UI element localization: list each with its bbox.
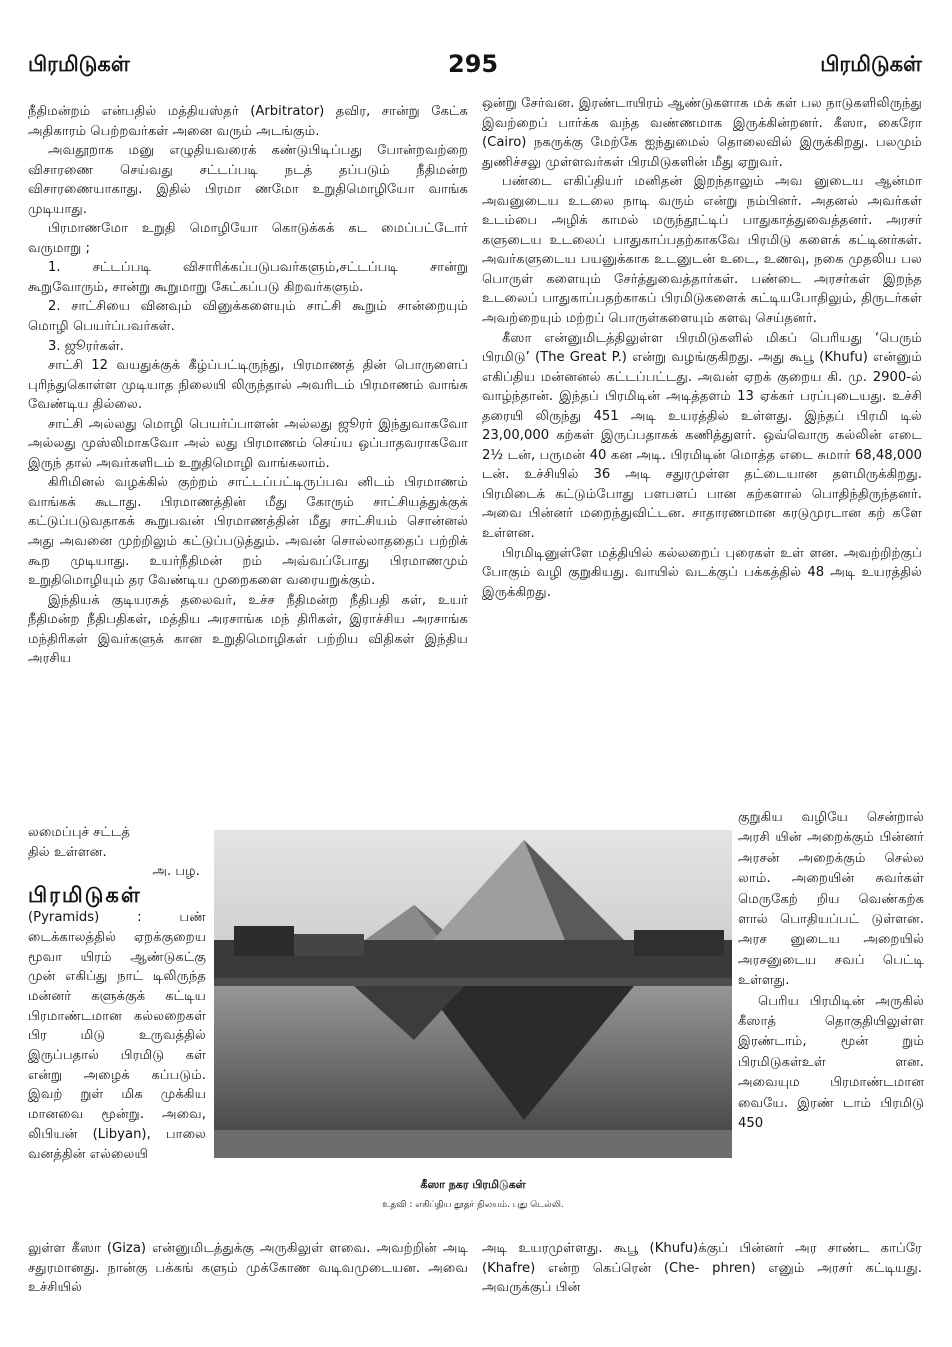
- continuation-line: தில் உள்ளன.: [28, 844, 107, 860]
- bottom-left-text: லுள்ள கீஸா (Giza) என்னுமிடத்துக்கு அருகிலுள் ளவை. அவற்றின் அடி சதுரமானது. நான்கு பக்கங் களும் முக்கோண வடிவமுடையன. அவை உச்சியில்: [28, 1241, 468, 1296]
- paragraph: சாட்சி 12 வயதுக்குக் கீழ்ப்பட்டிருந்து, பிரமாணத் தின் பொருளைப் புரிந்துகொள்ள முடியாத நிலையி லிருந்தால் அவரிடம் பிரமாணம் வாங்க வேண்டிய தில்லை.: [28, 358, 468, 413]
- paragraph: சாட்சி அல்லது மொழி பெயர்ப்பாளன் அல்லது ஜூரர் இந்துவாகவோ அல்லது முஸ்லிமாகவோ அல் லது பிரமாணம் செய்ய ஒப்பாதவராகவோ இருந் தால் அவர்களிடம் உறுதிமொழி வாங்கலாம்.: [28, 416, 468, 471]
- paragraph: பிரமாணமோ உறுதி மொழியோ கொடுக்கக் கட மைப்பட்டோர் வருமாறு ;: [28, 221, 468, 256]
- paragraph: பெரிய பிரமிடின் அருகில் கீஸாத் தொகுதியிலுள்ள இரண்டாம், மூன் றும் பிரமிடுகள்உள் ளன. அவையும பிரமாண்டமான வையே. இரண் டாம் பிரமிடு 450: [738, 993, 924, 1132]
- right-column: [482, 94, 922, 602]
- paragraph: 1. சட்டப்படி விசாரிக்கப்படுபவர்களும்,சட்டப்படி சான்று கூறுவோரும், சான்று கூறுமாறு கேட்கப்படு கிறவர்களும்.: [28, 260, 468, 295]
- paragraph: பண்டை எகிப்தியர் மனிதன் இறந்தாலும் அவ னுடைய ஆன்மா அவனுடைய உடலை நாடி வரும் என்று நம்பினர். அதனல் அவர்கள் உடம்பை அழிக் காமல் மருந்தூட்டிப் பாதுகாத்துவைத்தனர். அரசர் களுடைய உடலைப் பாதுகாப்பதற்காகவே பிரமிடு களைக் கட்டினர்கள். அவர்களுடைய பயனுக்காக உடனுடன் உடை, உணவு, நகை முதலிய பல பொருள் களையும் சேர்த்துவைத்தார்கள். பண்டை அரசர்கள் இறந்த உடலைப் பாதுகாப்பதற்காகப் பிரமிடுகளைக் கட்டியபோதிலும், திருடர்கள் அவற்றையும் மற்றப் பொருள்களையும் களவு செய்தனர்.: [482, 174, 922, 327]
- paragraph: 2. சாட்சியை வினவும் வினுக்களையும் சாட்சி கூறும் சான்றையும் மொழி பெயர்ப்பவர்கள்.: [28, 299, 468, 335]
- paragraph: இந்தியக் குடியரசுத் தலைவர், உச்ச நீதிமன்ற நீதிபதி கள், உயர் நீதிமன்ற நீதிபதிகள், மத்திய அரசாங்க மந் திரிகள், இராச்சிய அரசாங்க மந்திரிகள் இவர்களுக் கான உறுதிமொழிகள் பற்றிய விதிகள் இந்திய அரசிய: [28, 592, 468, 667]
- running-header-left: பிரமிடுகள்: [28, 52, 130, 76]
- section-title: பிரமிடுகள்: [28, 883, 142, 908]
- left-column: [28, 102, 468, 669]
- bottom-right-text: அடி உயரமுள்ளது. கூபூ (Khufu)க்குப் பின்னர் அர சாண்ட காப்ரே (Khafre) என்ற கெப்ரென் (Che- phren) எனும் அரசர் கட்டியது. அவருக்குப் பின்: [482, 1241, 922, 1296]
- pyramids-photo: [214, 830, 732, 1158]
- section-intro: (Pyramids) : பண் டைக்காலத்தில் ஏறக்குறைய மூவா யிரம் ஆண்டுகட்கு முன் எகிப்து நாட் டிலிருந்த மன்னர் களுக்குக் கட்டிய பிரமாண்டமான கல்லறைகள் பிர மிடு உருவத்தில் இருப்பதால் பிரமிடு கள் என்று அழைக் கப்படும். இவற் றுள் மிக முக்கிய மானவை மூன்று. அவை, லிபியன் (Libyan), பாலை வனத்தின் எல்லையி: [28, 910, 206, 1162]
- page-number: 295: [448, 50, 499, 78]
- paragraph: கீஸா என்னுமிடத்திலுள்ள பிரமிடுகளில் மிகப் பெரியது ‘பெரும் பிரமிடு’ (The Great P.) என்று வழங்குகிறது. அது கூபூ (Khufu) என்னும் எகிப்திய மன்னனல் கட்டப்பட்டது. அவன் ஏறக் குறைய கி. மு. 2900-ல் வாழ்ந்தான். இந்தப் பிரமிடின் அடித்தளம் 13 ஏக்கர் பரப்புடையது. உச்சி தரையி லிருந்து 451 அடி உயரத்தில் உள்ளது. இந்தப் பிரமி டில் 23,00,000 கற்கள் இருப்பதாகக் கணித்துளர். ஒவ்வொரு கல்லின் எடை 2½ டன், பருமன் 40 கன அடி. பிரமிடின் மொத்த எடை சுமார் 68,48,000 டன். உச்சியில் 36 அடி சதுரமுள்ள தட்டையான தளமிருக்கிறது. பிரமிடைக் கட்டும்போது பளபளப் பான கற்களால் பொதிந்திருந்தனர். அவை பின்னர் மறைந்துவிட்டன. சாதாரணமான கரடுமுரடான கற் களே உள்ளன.: [482, 330, 922, 542]
- paragraph: அவதூறாக மனு எழுதியவரைக் கண்டுபிடிப்பது போன்றவற்றை விசாரணை செய்வது சட்டப்படி நடத் தப்படும் நீதிமன்ற விசாரணையாகாது. இதில் பிரமா ணமோ உறுதிமொழியோ வாங்க முடியாது.: [28, 143, 468, 217]
- paragraph: நீதிமன்றம் என்பதில் மத்தியஸ்தர் (Arbitrator) தவிர, சான்று கேட்க அதிகாரம் பெற்றவர்கள் அனை வரும் அடங்கும்.: [28, 104, 468, 139]
- running-header-right: பிரமிடுகள்: [820, 52, 922, 76]
- paragraph: பிரமிடினுள்ளே மத்தியில் கல்லறைப் புரைகள் உள் ளன. அவற்றிற்குப் போகும் வழி குறுகியது. வாயில் வடக்குப் பக்கத்தில் 48 அடி உயரத்தில் இருக்கிறது.: [482, 545, 922, 600]
- figure-caption: கீஸா நகர பிரமிடுகள்: [420, 1178, 526, 1191]
- author-signature: அ. பழ.: [152, 864, 200, 880]
- pyramids-article-wrap: [28, 823, 206, 1164]
- paragraph: குறுகிய வழியே சென்றால் அரசி யின் அறைக்கும் பின்னர் அரசன் அறைக்கும் செல்ல லாம். அறையின் சுவர்கள் மெருகேற் றிய வெண்கற்க ளால் பொதியப்பட் டுள்ளன. அரச னுடைய அறையில் அரசனுடைய சவப் பெட்டி உள்ளது.: [738, 810, 924, 989]
- paragraph: 3. ஜூரர்கள்.: [48, 338, 124, 354]
- continuation-line: லமைப்புச் சட்டத்: [28, 825, 131, 840]
- figure-credit: உதவி : எகிப்திய தூதர் நிலயம். புது டெல்லி.: [382, 1200, 564, 1210]
- pyramids-photo-image: [214, 830, 732, 1158]
- right-wrap-text: [738, 808, 924, 1135]
- paragraph: ஒன்று சேர்வன. இரண்டாயிரம் ஆண்டுகளாக மக் கள் பல நாடுகளிலிருந்து இவற்றைப் பார்க்க வந்த வண்ணமாக இருக்கின்றனர். கீஸா, கைரோ (Cairo) நகருக்கு மேற்கே ஐந்துமைல் தொலைவில் இருக்கிறது. பலமும் துணிச்சலு முள்ளவர்கள் பிரமிடுகளின் மீது ஏறுவர்.: [482, 96, 922, 170]
- paragraph: கிரிமினல் வழக்கில் குற்றம் சாட்டப்பட்டிருப்பவ னிடம் பிரமாணம் வாங்கக் கூடாது. பிரமாணத்தின் மீது கோரும் சாட்சியத்துக்குக் கட்டுப்படுவதாகக் கூறுபவன் பிரமாணத்தின் மீது சாட்சியம் சொன்னல் அது அவனை முற்றிலும் கட்டுப்படுத்தும். அவன் சொல்லாததைப் பற்றிக் கூற முடியாது. உயர்நீதிமன் றம் அவ்வப்போது பிரமாணமும் உறுதிமொழியும் தர வேண்டிய முறைகளை வரையறுக்கும்.: [28, 475, 468, 589]
